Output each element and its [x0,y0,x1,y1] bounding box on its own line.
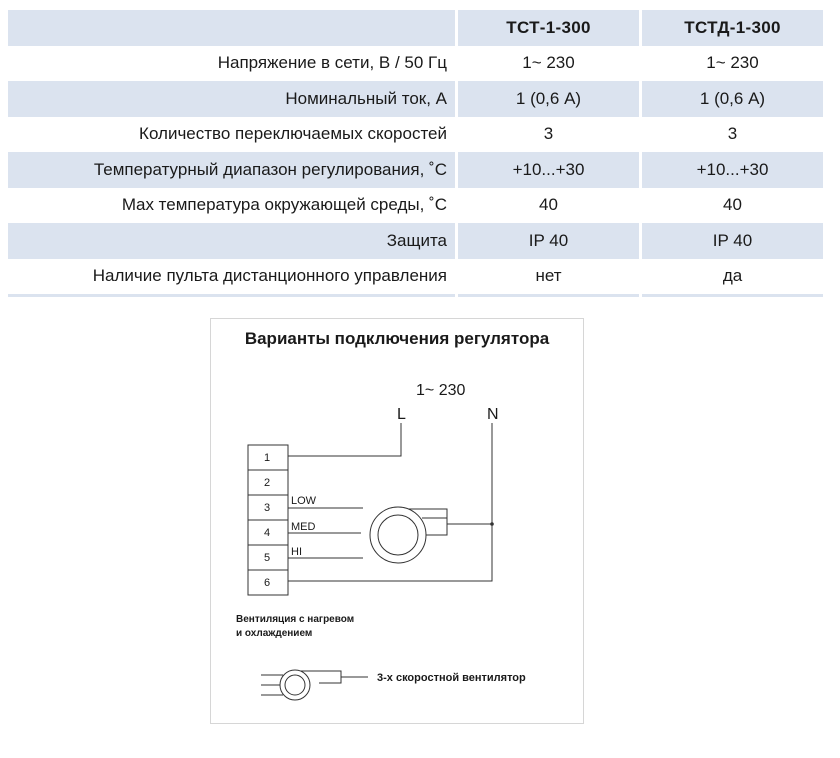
terminal-2-label: 2 [264,477,271,489]
terminal-block [248,445,288,595]
row-value-tst: 1~ 230 [522,53,575,73]
row-value-tstd: IP 40 [642,223,823,259]
speed-med-label: MED [291,521,316,533]
terminal-6-label: 6 [264,577,271,589]
row-value-tstd: 3 [727,124,738,144]
neutral-label: N [487,406,499,423]
table-row [8,81,823,117]
row-label: Номинальный ток, А [8,81,455,117]
row-label: Max температура окружающей среды, ˚С [121,195,447,215]
terminal-5-label: 5 [264,552,271,564]
terminal-1-label: 1 [264,452,271,464]
row-value-tst: нет [458,259,639,298]
row-value-tstd: 1~ 230 [706,53,759,73]
terminal-4-label: 4 [264,527,271,539]
legend-fan-icon [261,670,368,700]
scheme-title: Варианты подключения регулятора [244,329,550,348]
header-model-tstd: ТСТД-1-300 [642,10,823,46]
wiring-scheme-panel [210,318,584,724]
table-row [8,152,823,188]
row-label: Температурный диапазон регулирования, ˚С [8,152,455,188]
wiring-diagram [211,319,585,725]
neutral-junction-dot [490,522,494,526]
specifications-table [8,10,823,297]
row-label: Защита [8,223,455,259]
table-row [8,46,823,82]
supply-voltage-label: 1~ 230 [416,382,466,399]
row-value-tst: IP 40 [458,223,639,259]
speed-hi-label: HI [291,546,302,558]
row-value-tst: 3 [543,124,554,144]
row-label: Напряжение в сети, В / 50 Гц [217,53,447,73]
phase-label: L [397,406,406,423]
row-label: Наличие пульта дистанционного управления [8,259,455,298]
row-value-tstd: 1 (0,6 А) [642,81,823,117]
row-label: Количество переключаемых скоростей [139,124,447,144]
row-value-tstd: +10...+30 [642,152,823,188]
table-row [8,223,823,259]
legend-fan-label: 3-х скоростной вентилятор [377,672,526,684]
scheme-caption-line2: и охлаждением [236,628,313,639]
header-model-tst: ТСТ-1-300 [458,10,639,46]
row-value-tst: +10...+30 [458,152,639,188]
row-value-tst: 1 (0,6 А) [458,81,639,117]
speed-low-label: LOW [291,495,317,507]
table-row [8,117,823,153]
table-row [8,259,823,298]
terminal-3-label: 3 [264,502,271,514]
row-value-tstd: да [642,259,823,298]
table-row [8,188,823,224]
table-header-row [8,10,823,46]
row-value-tstd: 40 [723,195,742,215]
fan-symbol-icon [370,507,447,563]
header-label-cell [8,10,455,46]
row-value-tst: 40 [539,195,558,215]
scheme-caption-line1: Вентиляция с нагревом [236,614,355,625]
